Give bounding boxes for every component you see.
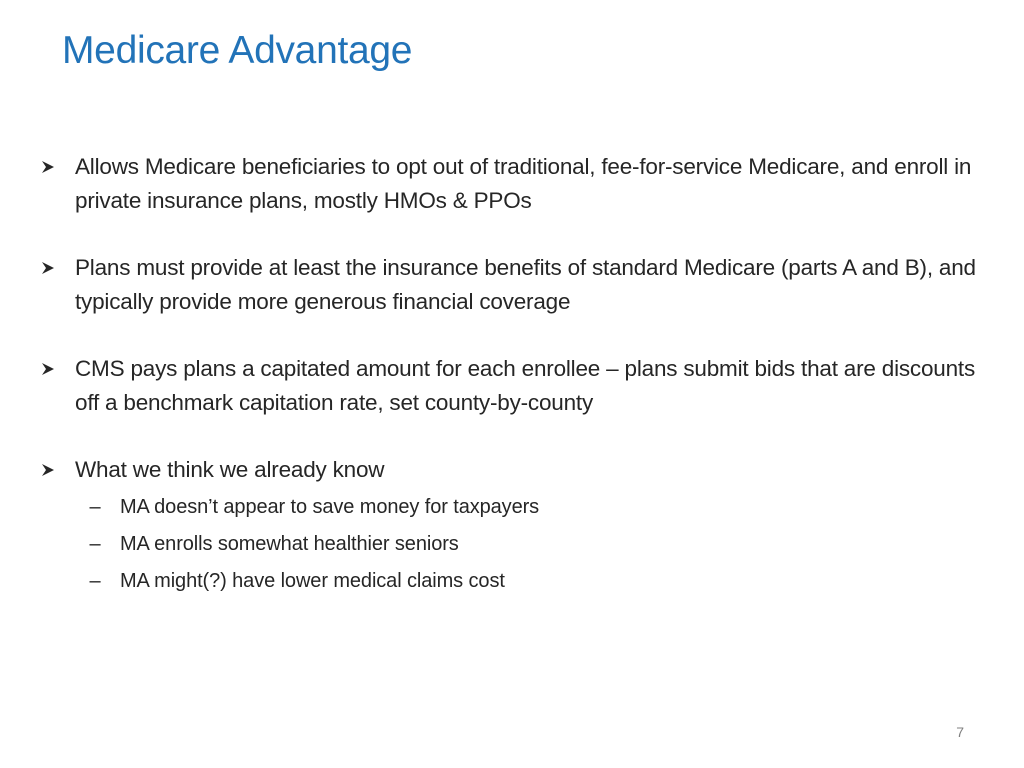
bullet-text: CMS pays plans a capitated amount for each enrollee – plans submit bids that are discounts off a benchmark capitation rate, set county-by-county — [75, 356, 976, 415]
bullet-list — [38, 150, 998, 633]
dash-bullet-icon: – — [89, 533, 101, 555]
bullet-text: What we think we already know — [75, 457, 385, 482]
page-number: 7 — [956, 724, 964, 740]
sub-bullet-item-2 — [75, 526, 998, 563]
bullet-text: Plans must provide at least the insurance benefits of standard Medicare (parts A and B), and typically provide more generous financial coverage — [75, 255, 976, 314]
dash-bullet-icon: – — [89, 496, 101, 518]
bullet-item-2 — [38, 251, 998, 319]
sub-bullet-list — [75, 489, 998, 600]
sub-bullet-text: MA might(?) have lower medical claims cost — [120, 570, 505, 592]
dash-bullet-icon: – — [89, 570, 101, 592]
slide-title: Medicare Advantage — [62, 29, 413, 72]
sub-bullet-text: MA enrolls somewhat healthier seniors — [120, 533, 459, 555]
bullet-item-3 — [38, 352, 998, 420]
sub-bullet-item-1 — [75, 489, 998, 526]
bullet-item-4 — [38, 453, 998, 600]
bullet-text: Allows Medicare beneficiaries to opt out of traditional, fee-for-service Medicare, and enroll in private insurance plans, mostly HMOs & PPOs — [75, 154, 972, 213]
arrow-bullet-icon — [38, 453, 58, 487]
arrow-bullet-icon — [38, 251, 58, 285]
arrow-bullet-icon — [38, 150, 58, 184]
sub-bullet-text: MA doesn’t appear to save money for taxpayers — [120, 496, 540, 518]
bullet-item-1 — [38, 150, 998, 218]
sub-bullet-item-3 — [75, 563, 998, 600]
arrow-bullet-icon — [38, 352, 58, 386]
